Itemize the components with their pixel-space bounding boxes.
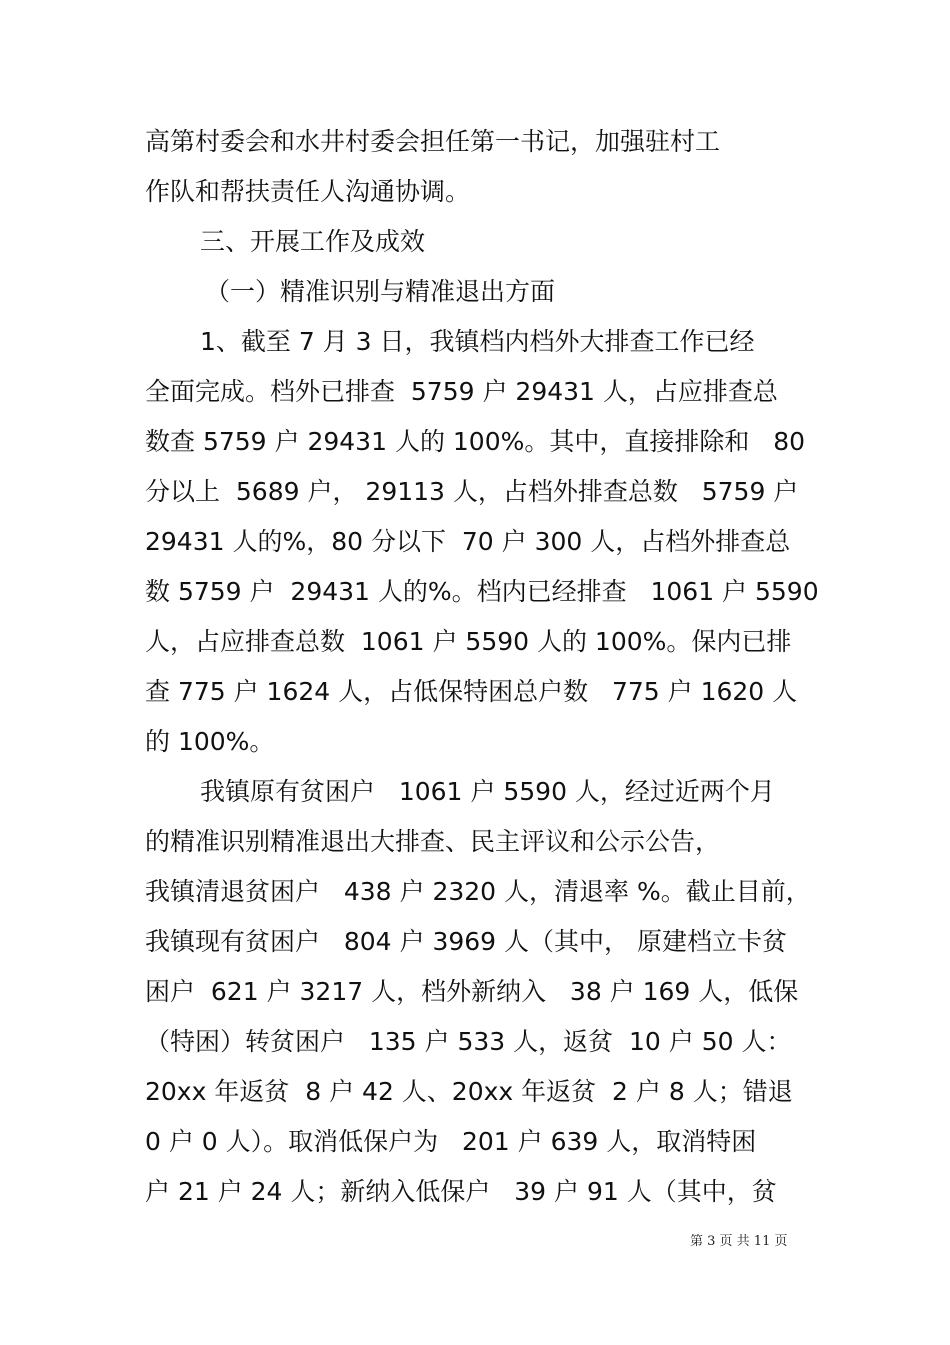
text-line: 1、截至 7 月 3 日，我镇档内档外大排查工作已经 [200, 327, 755, 356]
text-line: 数查 5759 户 29431 人的 100%。其中，直接排除和 80 [145, 427, 806, 456]
text-line: 高第村委会和水井村委会担任第一书记，加强驻村工 [145, 127, 721, 156]
text-line: 我镇原有贫困户 1061 户 5590 人，经过近两个月 [200, 777, 775, 806]
text-line: 作队和帮扶责任人沟通协调。 [145, 177, 471, 206]
text-line: 查 775 户 1624 人，占低保特困总户数 775 户 1620 人 [145, 677, 798, 706]
text-line: 困户 621 户 3217 人，档外新纳入 38 户 169 人，低保 [145, 977, 799, 1006]
text-line: 全面完成。档外已排查 5759 户 29431 人，占应排查总 [145, 377, 778, 406]
subsection-heading: （一）精准识别与精准退出方面 [205, 277, 556, 306]
text-line: 人，占应排查总数 1061 户 5590 人的 100%。保内已排 [145, 627, 792, 656]
text-line: 我镇清退贫困户 438 户 2320 人，清退率 %。截止目前， [145, 877, 811, 906]
text-line: 20xx 年返贫 8 户 42 人、20xx 年返贫 2 户 8 人；错退 [145, 1077, 793, 1106]
page-number-footer: 第 3 页 共 11 页 [690, 1234, 788, 1249]
text-line: 29431 人的%，80 分以下 70 户 300 人，占档外排查总 [145, 527, 791, 556]
text-line: 的精准识别精准退出大排查、民主评议和公示公告， [145, 827, 721, 856]
section-heading: 三、开展工作及成效 [200, 227, 426, 256]
text-line: 我镇现有贫困户 804 户 3969 人（其中， 原建档立卡贫 [145, 927, 787, 956]
text-line: 的 100%。 [145, 727, 275, 756]
text-line: 数 5759 户 29431 人的%。档内已经排查 1061 户 5590 [145, 577, 819, 606]
text-line: 分以上 5689 户， 29113 人，占档外排查总数 5759 户 [145, 477, 799, 506]
text-line: （特困）转贫困户 135 户 533 人，返贫 10 户 50 人： [145, 1027, 792, 1056]
text-line: 户 21 户 24 人；新纳入低保户 39 户 91 人（其中，贫 [145, 1177, 777, 1206]
text-line: 0 户 0 人）。取消低保户为 201 户 639 人，取消特困 [145, 1127, 757, 1156]
